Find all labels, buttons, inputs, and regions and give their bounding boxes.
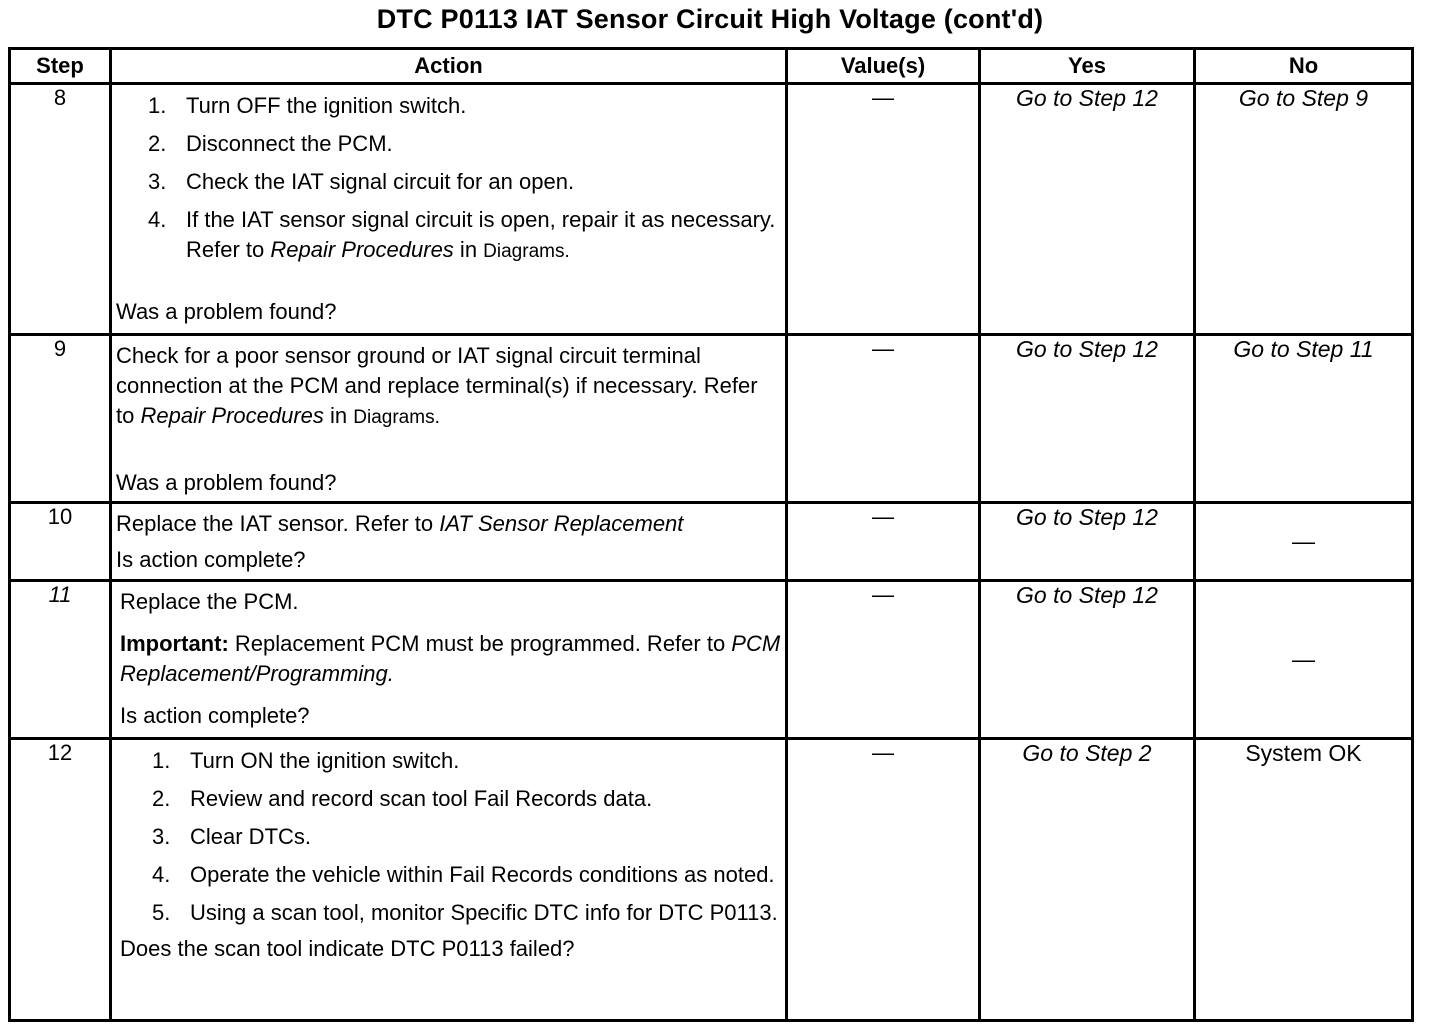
yes-cell: Go to Step 12 [980, 581, 1195, 739]
table-row-step-8 [10, 84, 1413, 335]
action-question: Does the scan tool indicate DTC P0113 failed? [120, 936, 575, 961]
action-text: Replace the IAT sensor. Refer to IAT Sensor Replacement [116, 511, 684, 536]
step-number: 11 [10, 581, 111, 739]
value-dash: — [872, 85, 894, 110]
action-question: Was a problem found? [116, 470, 337, 495]
table-header-row [10, 49, 1413, 84]
no-cell: System OK [1195, 739, 1413, 1021]
table-row-step-12 [10, 739, 1413, 1021]
list-item: 4. If the IAT sensor signal circuit is open, repair it as necessary. Refer to Repair Procedures in Diagrams. [148, 207, 776, 262]
header-no: No [1195, 49, 1413, 84]
step-number: 9 [10, 335, 111, 503]
action-cell [111, 335, 787, 503]
action-text: Check for a poor sensor ground or IAT signal circuit terminal connection at the PCM and replace terminal(s) if necessary. Refer to Repair Procedures in Diagrams. [116, 343, 758, 428]
action-text: Replace the PCM. [120, 589, 299, 614]
table-row-step-9 [10, 335, 1413, 503]
list-item: 3. Check the IAT signal circuit for an open. [148, 169, 575, 194]
list-item: 5. Using a scan tool, monitor Specific DTC info for DTC P0113. [152, 900, 778, 925]
step-number: 10 [10, 503, 111, 581]
header-step: Step [10, 49, 111, 84]
header-values: Value(s) [787, 49, 980, 84]
important-note: Important: Replacement PCM must be programmed. Refer to PCM Replacement/Programming. [120, 631, 781, 686]
table-row-step-10 [10, 503, 1413, 581]
step-number: 8 [10, 84, 111, 335]
reference-link: Repair Procedures [270, 237, 454, 262]
list-item: 2. Disconnect the PCM. [148, 131, 393, 156]
list-item: 1. Turn OFF the ignition switch. [148, 93, 467, 118]
list-item: 3. Clear DTCs. [152, 824, 312, 849]
value-dash: — [872, 336, 894, 361]
action-question: Is action complete? [120, 703, 310, 728]
value-cell [787, 84, 980, 335]
value-cell [787, 581, 980, 739]
header-action: Action [111, 49, 787, 84]
no-cell: Go to Step 11 [1195, 335, 1413, 503]
value-dash: — [872, 504, 894, 529]
table-row-step-11 [10, 581, 1413, 739]
header-yes: Yes [980, 49, 1195, 84]
action-cell [111, 739, 787, 1021]
list-item: 4. Operate the vehicle within Fail Records conditions as noted. [152, 862, 775, 887]
value-cell [787, 335, 980, 503]
value-dash: — [872, 740, 894, 765]
action-question: Was a problem found? [116, 299, 337, 324]
action-steps-list [116, 91, 781, 267]
no-cell: Go to Step 9 [1195, 84, 1413, 335]
action-cell [111, 581, 787, 739]
yes-cell: Go to Step 12 [980, 503, 1195, 581]
value-dash: — [872, 582, 894, 607]
step-number: 12 [10, 739, 111, 1021]
action-question: Is action complete? [116, 547, 306, 572]
reference-link: IAT Sensor Replacement [439, 511, 684, 536]
yes-cell: Go to Step 2 [980, 739, 1195, 1021]
yes-cell: Go to Step 12 [980, 335, 1195, 503]
list-item: 1. Turn ON the ignition switch. [152, 748, 460, 773]
reference-link: Repair Procedures [140, 403, 324, 428]
action-cell [111, 503, 787, 581]
list-item: 2. Review and record scan tool Fail Records data. [152, 786, 653, 811]
page-title: DTC P0113 IAT Sensor Circuit High Voltage (cont'd) [376, 4, 1044, 34]
diagnostic-table [8, 47, 1414, 1022]
yes-cell: Go to Step 12 [980, 84, 1195, 335]
action-steps-list [120, 746, 781, 928]
value-cell [787, 739, 980, 1021]
no-cell: — [1195, 581, 1413, 739]
no-cell: — [1195, 503, 1413, 581]
reference-link: PCM Replacement/Programming. [120, 631, 781, 686]
action-cell [111, 84, 787, 335]
value-cell [787, 503, 980, 581]
